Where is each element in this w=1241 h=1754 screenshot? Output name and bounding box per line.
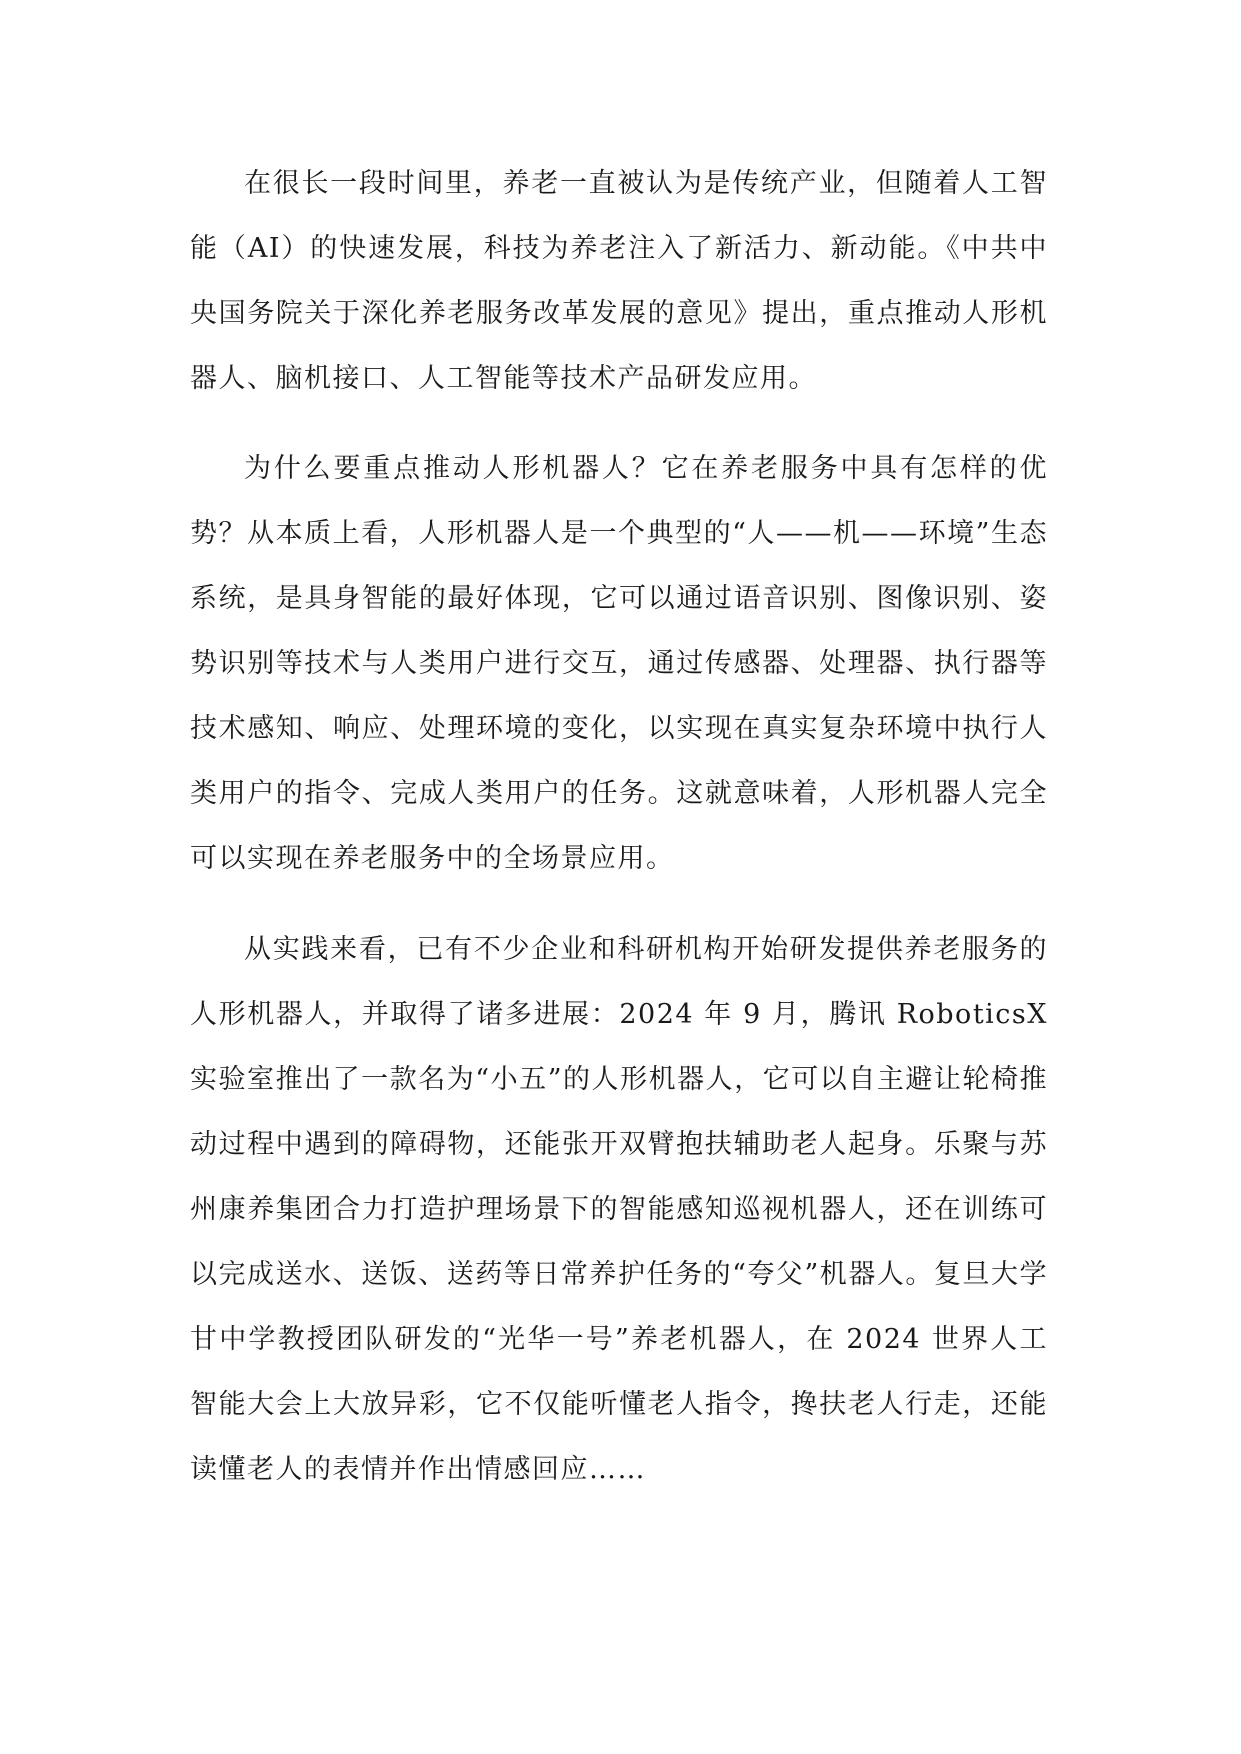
paragraph-intro: 在很长一段时间里，养老一直被认为是传统产业，但随着人工智能（AI）的快速发展，科技为养老注入了新活力、新动能。《中共中央国务院关于深化养老服务改革发展的意见》提出，重点推动人形机器人、脑机接口、人工智能等技术产品研发应用。 [190,168,1048,394]
paragraph-advantages: 为什么要重点推动人形机器人？它在养老服务中具有怎样的优势？从本质上看，人形机器人是一个典型的“人——机——环境”生态系统，是具身智能的最好体现，它可以通过语音识别、图像识别、姿势识别等技术与人类用户进行交互，通过传感器、处理器、执行器等技术感知、响应、处理环境的变化，以实现在真实复杂环境中执行人类用户的指令、完成人类用户的任务。这就意味着，人形机器人完全可以实现在养老服务中的全场景应用。 [190,453,1048,874]
paragraph-practice: 从实践来看，已有不少企业和科研机构开始研发提供养老服务的人形机器人，并取得了诸多进展：2024 年 9 月，腾讯 RoboticsX 实验室推出了一款名为“小五”的人形机器人，它可以自主避让轮椅推动过程中遇到的障碍物，还能张开双臂抱扶辅助老人起身。乐聚与苏州康养集团合力打造护理场景下的智能感知巡视机器人，还在训练可以完成送水、送饭、送药等日常养护任务的“夸父”机器人。复旦大学甘中学教授团队研发的“光华一号”养老机器人，在 2024 世界人工智能大会上大放异彩，它不仅能听懂老人指令，搀扶老人行走，还能读懂老人的表情并作出情感回应…… [190,934,1048,1485]
